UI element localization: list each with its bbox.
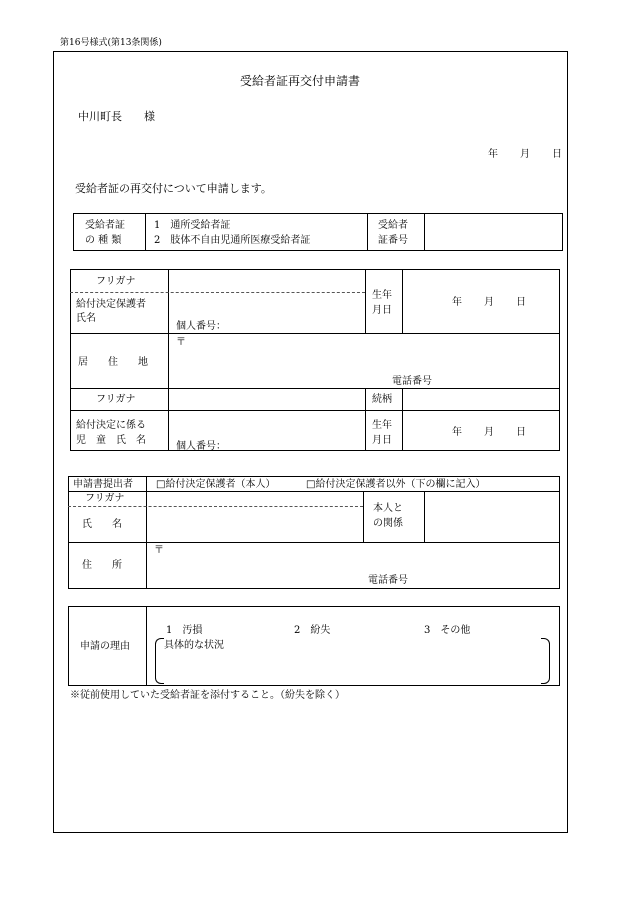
divider bbox=[145, 213, 146, 251]
applicant-option-self[interactable]: □給付決定保護者（本人） bbox=[156, 479, 276, 490]
beneficiary-postal: 〒 bbox=[176, 337, 186, 348]
child-birth-month: 月 bbox=[484, 427, 494, 438]
dashed-divider bbox=[70, 292, 365, 293]
statement: 受給者証の再交付について申請します。 bbox=[75, 182, 272, 195]
applicant-phone-label: 電話番号 bbox=[368, 575, 408, 586]
divider bbox=[70, 388, 560, 389]
beneficiary-furigana-label: フリガナ bbox=[96, 276, 136, 287]
divider bbox=[146, 476, 147, 589]
reason-label: 申請の理由 bbox=[80, 641, 130, 652]
divider bbox=[68, 491, 560, 492]
child-name-label-2: 児 童 氏 名 bbox=[76, 435, 146, 446]
beneficiary-birth-month: 月 bbox=[484, 297, 494, 308]
date-day: 日 bbox=[552, 149, 562, 160]
divider bbox=[402, 388, 403, 451]
divider bbox=[70, 333, 560, 334]
reason-option-3[interactable]: 3 その他 bbox=[424, 625, 471, 636]
child-furigana-label: フリガナ bbox=[96, 394, 136, 405]
applicant-postal: 〒 bbox=[154, 545, 164, 556]
divider bbox=[168, 269, 169, 451]
cert-type-label-2: の 種 類 bbox=[85, 235, 122, 246]
cert-number-label-2: 証番号 bbox=[378, 235, 408, 246]
divider bbox=[424, 213, 425, 251]
date-year: 年 bbox=[488, 149, 498, 160]
divider bbox=[146, 606, 147, 686]
child-birth-label-2: 月日 bbox=[372, 435, 392, 446]
beneficiary-birth-label-1: 生年 bbox=[372, 290, 392, 301]
form-number: 第16号様式(第13条関係) bbox=[60, 38, 162, 48]
reason-detail-field[interactable] bbox=[165, 654, 539, 680]
beneficiary-birth-label-2: 月日 bbox=[372, 305, 392, 316]
child-birth-label-1: 生年 bbox=[372, 420, 392, 431]
applicant-option-other[interactable]: □給付決定保護者以外（下の欄に記入） bbox=[306, 479, 486, 490]
applicant-relation-label-2: の関係 bbox=[373, 518, 403, 529]
applicant-relation-label-1: 本人と bbox=[373, 503, 403, 514]
cert-number-label-1: 受給者 bbox=[378, 220, 408, 231]
divider bbox=[424, 491, 425, 542]
applicant-header-label: 申請書提出者 bbox=[73, 479, 133, 490]
bracket-left bbox=[155, 638, 164, 684]
applicant-table bbox=[68, 476, 560, 589]
divider bbox=[367, 213, 368, 251]
beneficiary-name-label-1: 給付決定保護者 bbox=[76, 299, 146, 310]
child-relation-label: 続柄 bbox=[372, 394, 392, 405]
child-name-label-1: 給付決定に係る bbox=[76, 420, 146, 431]
dashed-divider bbox=[68, 506, 363, 507]
beneficiary-birth-day: 日 bbox=[516, 297, 526, 308]
cert-number-field[interactable] bbox=[426, 215, 561, 249]
reason-detail-label: 具体的な状況 bbox=[164, 640, 224, 651]
addressee: 中川町長 様 bbox=[78, 110, 155, 123]
page-title: 受給者証再交付申請書 bbox=[240, 74, 361, 88]
bracket-right bbox=[541, 638, 550, 684]
beneficiary-birth-year: 年 bbox=[452, 297, 462, 308]
beneficiary-my-number: 個人番号： bbox=[176, 321, 226, 332]
applicant-furigana-label: フリガナ bbox=[85, 493, 125, 504]
cert-type-label-1: 受給者証 bbox=[85, 220, 125, 231]
beneficiary-phone-label: 電話番号 bbox=[392, 376, 432, 387]
reason-option-2[interactable]: 2 紛失 bbox=[294, 625, 331, 636]
divider bbox=[365, 269, 366, 333]
child-birth-year: 年 bbox=[452, 427, 462, 438]
divider bbox=[402, 269, 403, 333]
divider bbox=[365, 388, 366, 451]
applicant-address-label: 住 所 bbox=[82, 560, 122, 571]
cert-option-1[interactable]: 1 通所受給者証 bbox=[154, 220, 231, 231]
divider bbox=[68, 542, 560, 543]
date-month: 月 bbox=[520, 149, 530, 160]
beneficiary-name-label-2: 氏名 bbox=[76, 313, 96, 324]
beneficiary-address-label: 居 住 地 bbox=[78, 357, 148, 368]
child-my-number: 個人番号： bbox=[176, 441, 226, 452]
applicant-name-label: 氏 名 bbox=[82, 519, 122, 530]
reason-option-1[interactable]: 1 汚損 bbox=[166, 625, 203, 636]
divider bbox=[363, 491, 364, 542]
attachment-note: ※従前使用していた受給者証を添付すること。（紛失を除く） bbox=[70, 690, 345, 701]
cert-option-2[interactable]: 2 肢体不自由児通所医療受給者証 bbox=[154, 235, 311, 246]
divider bbox=[70, 410, 560, 411]
child-birth-day: 日 bbox=[516, 427, 526, 438]
